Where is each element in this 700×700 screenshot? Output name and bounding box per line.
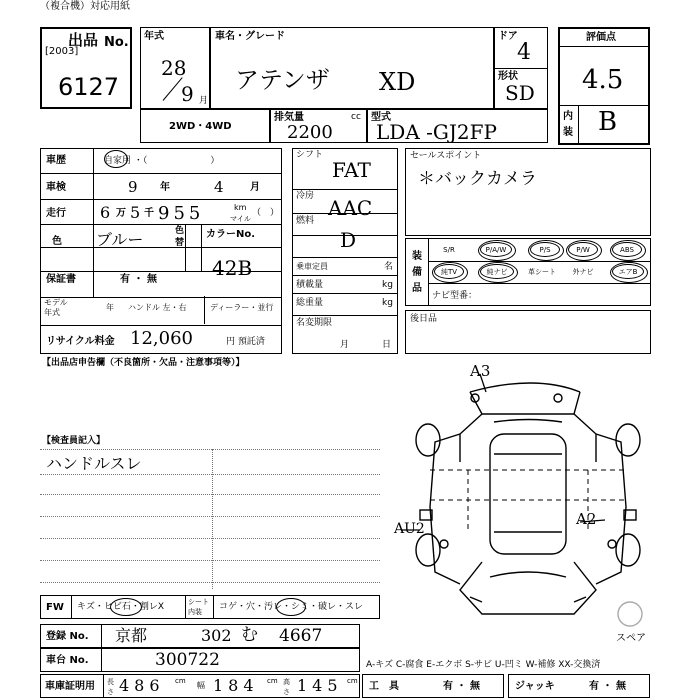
cert-long: 486: [119, 676, 165, 695]
nav-hand-circle: [478, 262, 518, 283]
year-cell: [140, 27, 210, 109]
color-no-value: 42B: [212, 256, 253, 280]
cert-unit-2: cm: [267, 677, 278, 685]
year-value: 28: [161, 56, 187, 80]
mileage-rest: 955: [158, 203, 205, 224]
model-cell: [210, 27, 494, 109]
door-value: 4: [517, 40, 531, 65]
recycle-label: リサイクル料金: [46, 336, 115, 347]
model-code-cell: [367, 109, 548, 143]
door-cell: [494, 27, 548, 109]
shape-value: SD: [505, 81, 535, 105]
recycle-value: 12,060: [130, 328, 193, 349]
inspection-label: 車検: [46, 182, 66, 193]
mileage-paren: （ ）: [252, 208, 280, 218]
load-unit: kg: [382, 280, 393, 290]
model-grade: XD: [379, 68, 416, 96]
damage-legend: A-キズ C-腐食 E-エクボ S-サビ U-凹ミ W-補修 XX-交換済: [366, 660, 601, 670]
drive-cell: [140, 109, 270, 143]
fuel-value: D: [340, 228, 357, 252]
equipment-label-b: 備: [412, 267, 422, 278]
shape-label: 形状: [498, 71, 518, 82]
fw-stain-circle: [276, 598, 306, 616]
airbag-hand-circle: [610, 262, 648, 283]
mileage-thousand-unit: 千: [144, 208, 154, 219]
color-label: 色: [52, 236, 62, 247]
color-value: ブルー: [96, 230, 144, 249]
equip-sr: S/R: [443, 245, 455, 254]
model-year-label-a: モデル: [44, 298, 68, 307]
cert-width-label: 幅: [197, 681, 205, 690]
displacement-value: 2200: [287, 122, 333, 143]
inspection-year-unit: 年: [160, 182, 170, 193]
displacement-unit: cc: [351, 112, 361, 122]
pw-hand-circle: [566, 240, 602, 261]
cert-row: [40, 674, 360, 698]
equip-leather-seat: 革シート: [528, 267, 556, 276]
damage-mark-a2: A2: [576, 510, 597, 528]
model-label: 車名・グレード: [215, 31, 285, 42]
grade-score-cell: [558, 27, 650, 145]
color-change-a: 色: [175, 226, 185, 236]
interior-label-b: 装: [563, 127, 573, 138]
left-rows-block: [40, 148, 282, 354]
mileage-km-unit: km: [234, 203, 247, 212]
sales-point-cell: [405, 148, 651, 236]
year-label: 年式: [144, 31, 164, 42]
chassis-label: 車台 No.: [46, 655, 89, 666]
fw-text-b: コゲ・穴・汚レ・シミ・破レ・スレ: [219, 602, 364, 612]
ac-value: AAC: [328, 196, 373, 220]
mileage-1k: 5: [130, 203, 141, 222]
owner-change-day: 日: [382, 340, 392, 350]
registration-label: 登録 No.: [46, 631, 89, 642]
fw-text-a: キズ・ヒビ石・割レX: [77, 602, 164, 612]
lot-no-label: No.: [104, 35, 129, 50]
registration-class: 302: [201, 626, 232, 645]
car-diagram: [390, 362, 680, 627]
nav-model-label: ナビ型番：: [432, 291, 478, 301]
equip-genuine-nav: 純ナビ: [480, 264, 514, 279]
color-change-b: 替: [175, 238, 185, 248]
registration-row: [40, 624, 360, 648]
shift-label: シフト: [296, 150, 324, 160]
drive-label: 2WD・4WD: [169, 121, 232, 132]
registration-area: 京都: [115, 626, 148, 645]
owner-change-label: 名変期限: [296, 318, 333, 328]
model-code-value: LDA -GJ2FP: [376, 120, 497, 144]
cert-width: 184: [213, 676, 259, 695]
lot-label: 出品: [68, 31, 99, 49]
jack-row: [508, 674, 650, 698]
jack-options: 有 ・ 無: [589, 681, 626, 692]
inspection-month-unit: 月: [250, 182, 260, 193]
load-label: 積載量: [296, 280, 324, 290]
dealer-notes-label: 【出品店申告欄（不良箇所・欠品・注意事項等）】: [42, 358, 245, 368]
displacement-cell: [270, 109, 367, 143]
history-circle-mark: [104, 150, 128, 168]
jack-label: ジャッキ: [515, 681, 555, 692]
grade-score-label: 評価点: [586, 32, 616, 43]
equip-genuine-tv: 純TV: [434, 264, 464, 279]
inspection-year: 9: [128, 178, 138, 196]
sales-point-value: ＊バックカメラ: [418, 169, 537, 189]
mileage-10k: 6: [100, 203, 111, 222]
model-year-unit: 年: [106, 303, 114, 312]
fw-label: FW: [46, 602, 64, 613]
ac-label: 冷房: [296, 191, 315, 201]
model-code-label: 型式: [371, 112, 391, 123]
cert-height-label: 高さ: [283, 678, 290, 696]
model-name: アテンザ: [235, 66, 330, 94]
interior-label-a: 内: [563, 111, 573, 122]
damage-mark-au2: AU2: [394, 521, 425, 537]
cert-long-label: 長さ: [107, 678, 114, 696]
cert-height: 145: [297, 676, 343, 695]
shift-value: FAT: [332, 158, 371, 182]
cert-unit-3: cm: [347, 677, 358, 685]
form-note: （複合機）対応用紙: [40, 1, 130, 12]
displacement-label: 排気量: [274, 112, 304, 123]
history-label: 車歴: [46, 155, 66, 166]
mileage-mile-unit: マイル: [230, 215, 251, 223]
dealer-options: ディーラー・並行: [210, 303, 274, 312]
capacity-unit: 名: [384, 262, 394, 272]
month-value: 9: [181, 82, 194, 106]
registration-number: 4667: [279, 626, 323, 646]
model-year-label-b: 年式: [44, 308, 60, 317]
chassis-row: [40, 648, 360, 672]
equip-pw: P/W: [568, 242, 598, 257]
inspector-label: 【検査員記入】: [42, 436, 106, 446]
arrival-cell: [405, 310, 651, 354]
door-label: ドア: [498, 31, 518, 42]
lot-year-tag: [2003]: [45, 46, 79, 57]
inspector-note: ハンドルスレ: [46, 454, 142, 473]
fw-stone-chip-circle: [110, 598, 142, 616]
color-no-label: カラーNo.: [206, 229, 256, 240]
mileage-man-unit: 万: [116, 208, 126, 219]
registration-kana: む: [241, 625, 258, 645]
chassis-value: 300722: [155, 650, 220, 670]
warranty-label: 保証書: [46, 274, 76, 285]
equip-abs: ABS: [612, 242, 642, 257]
equip-ps: P/S: [530, 242, 560, 257]
fw-seat-b: 内装: [188, 608, 202, 616]
equipment-label-c: 品: [412, 283, 422, 294]
grade-score-value: 4.5: [582, 65, 624, 95]
interior-value: B: [598, 107, 618, 137]
equipment-label-a: 装: [412, 251, 422, 262]
spare-label: スペア: [616, 633, 646, 644]
sales-point-label: セールスポイント: [410, 151, 482, 161]
abs-hand-circle: [610, 240, 646, 261]
fuel-label: 燃料: [296, 216, 315, 226]
paw-hand-circle: [478, 240, 516, 261]
fw-seat-a: シート: [188, 598, 209, 606]
weight-label: 総重量: [296, 298, 324, 308]
recycle-unit: 円 預託済: [226, 337, 265, 347]
capacity-label: 乗車定員: [296, 262, 328, 271]
weight-unit: kg: [382, 298, 393, 308]
warranty-options: 有 ・ 無: [120, 274, 157, 285]
tv-hand-circle: [432, 262, 468, 283]
tools-options: 有 ・ 無: [443, 681, 480, 692]
month-unit: 月: [199, 96, 209, 106]
owner-change-month: 月: [340, 340, 350, 350]
mileage-label: 走行: [46, 208, 66, 219]
equip-paw: P/A/W: [480, 242, 512, 257]
cert-label: 車庫証明用: [45, 681, 95, 692]
tools-label: 工 具: [369, 681, 399, 692]
tools-row: [362, 674, 504, 698]
fw-row: [40, 595, 380, 619]
lot-number: 6127: [58, 73, 120, 101]
damage-mark-a3: A3: [470, 362, 491, 380]
ps-hand-circle: [528, 240, 564, 261]
handle-options: ハンドル 左・右: [128, 303, 187, 312]
inspection-month: 4: [214, 178, 224, 196]
cert-unit-1: cm: [175, 677, 186, 685]
lot-number-box: [40, 27, 132, 109]
arrival-label: 後日品: [410, 314, 438, 324]
history-options: 自家用 ・（ ）: [104, 156, 220, 166]
equip-aftermarket-nav: 外ナビ: [572, 267, 594, 276]
equip-airbag: エアB: [612, 264, 644, 279]
